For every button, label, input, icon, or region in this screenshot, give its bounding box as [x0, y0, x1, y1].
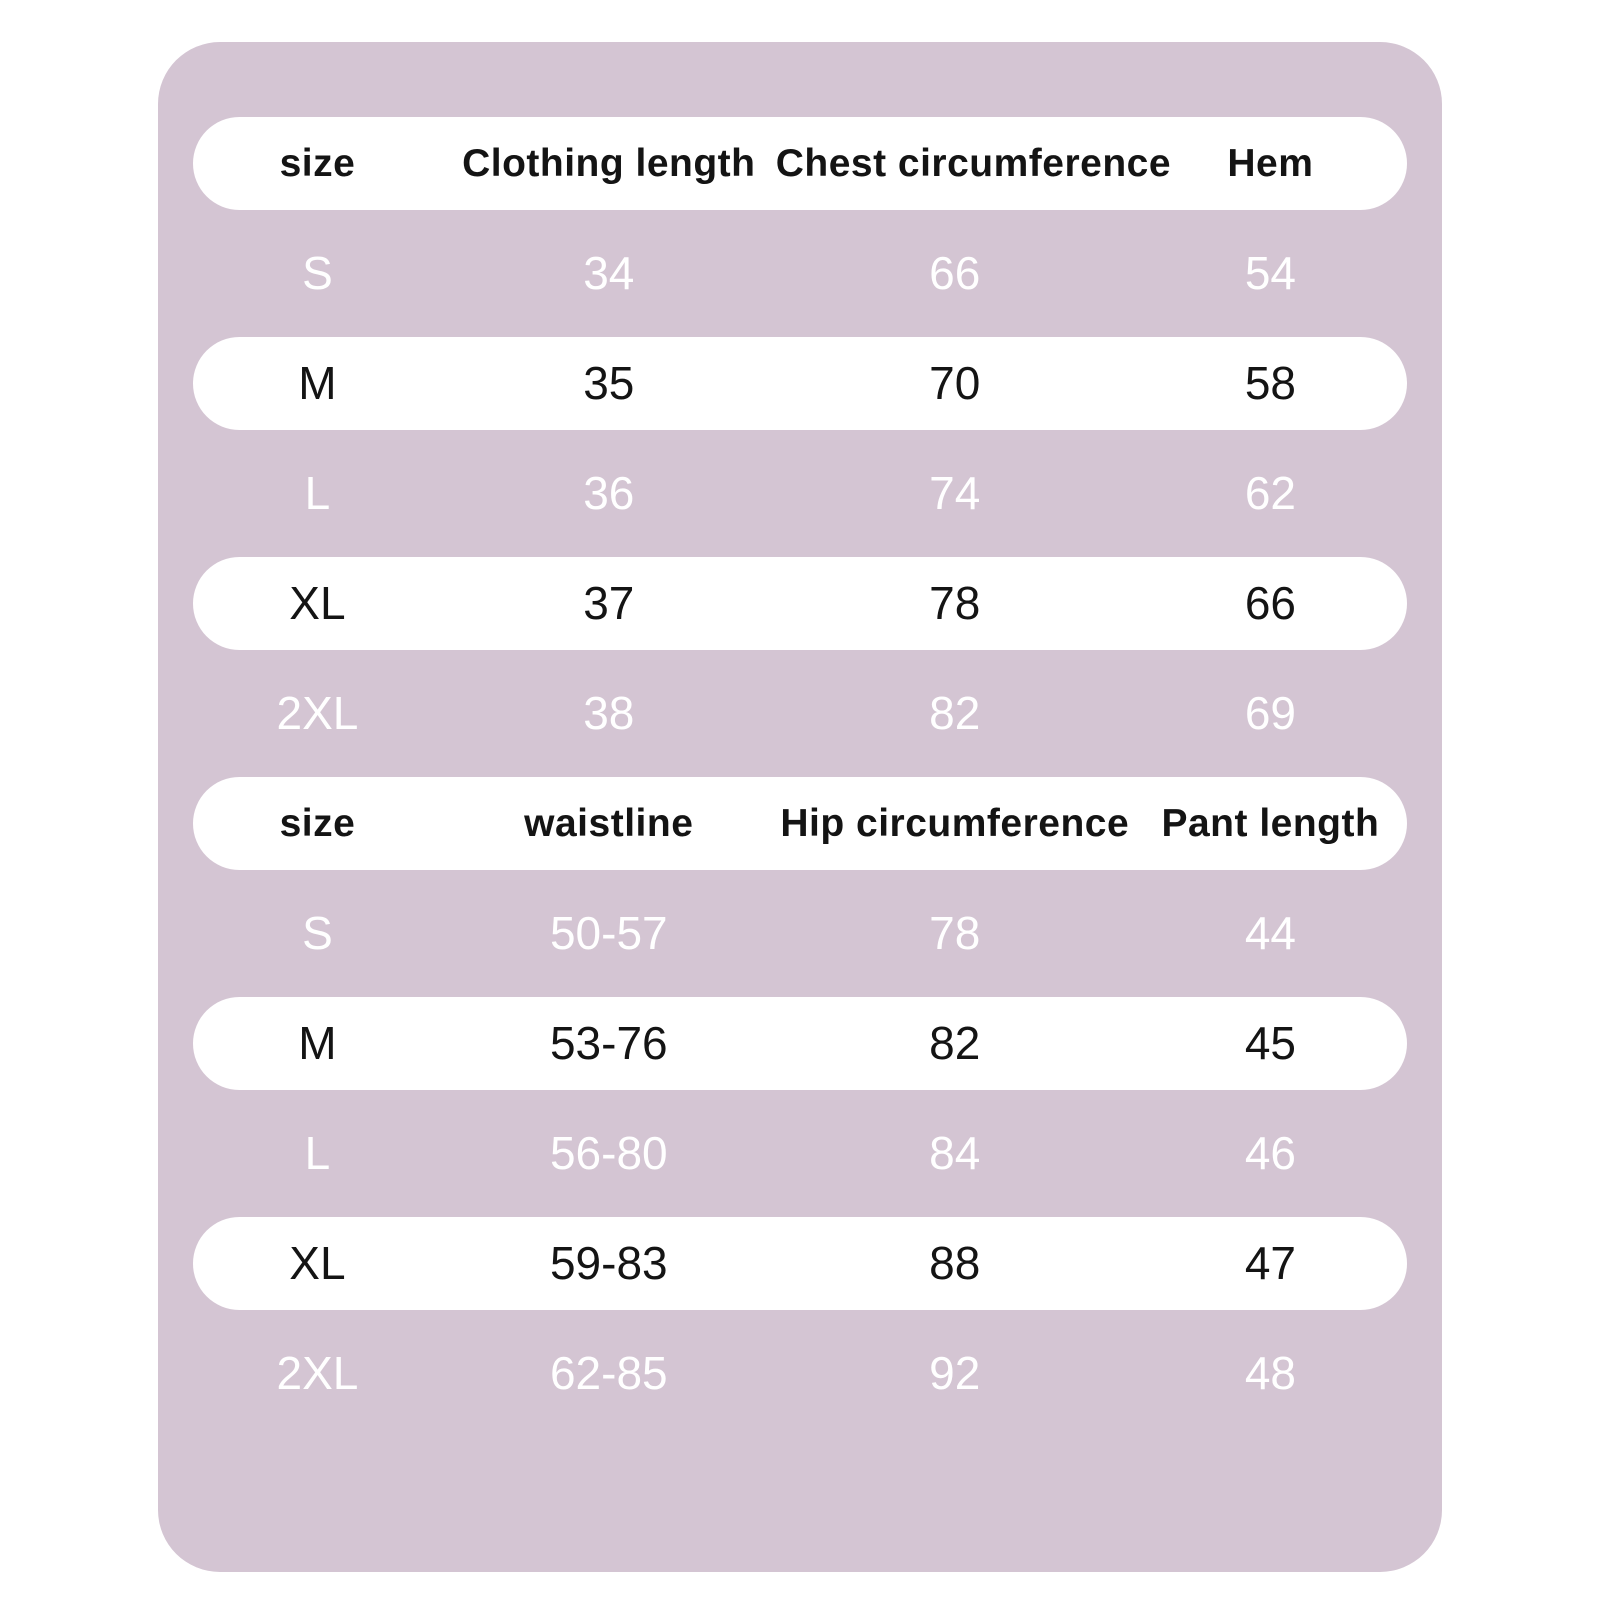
cell-value: 46: [1244, 1127, 1296, 1179]
cell-value: 36: [583, 467, 635, 519]
cell-value: 66: [1244, 577, 1296, 629]
cell-value: 38: [583, 687, 635, 739]
table-row-bottom-l: [193, 1107, 1407, 1200]
header-cell-size: size: [279, 801, 356, 845]
header-cell-chest-circumference: Chest circumference: [775, 141, 1172, 185]
cell-value: 48: [1244, 1347, 1296, 1399]
row-label: XL: [289, 577, 346, 629]
table-row-bottom-m: [193, 997, 1407, 1090]
table-row-top-m: [193, 337, 1407, 430]
cell-value: 82: [929, 687, 981, 739]
cell-value: 69: [1244, 687, 1296, 739]
header-cell-size: size: [279, 141, 356, 185]
row-label: 2XL: [276, 687, 359, 739]
cell-value: 58: [1244, 357, 1296, 409]
cell-value: 44: [1244, 907, 1296, 959]
row-label: XL: [289, 1237, 346, 1289]
bottom-table-header-row: [193, 777, 1407, 870]
cell-value: 47: [1244, 1237, 1296, 1289]
header-cell-clothing-length: Clothing length: [462, 141, 756, 185]
cell-value: 59-83: [549, 1237, 668, 1289]
cell-value: 50-57: [549, 907, 668, 959]
table-row-top-xl: [193, 557, 1407, 650]
table-row-top-l: [193, 447, 1407, 540]
cell-value: 34: [583, 247, 635, 299]
cell-value: 56-80: [549, 1127, 668, 1179]
row-label: 2XL: [276, 1347, 359, 1399]
table-row-top-s: [193, 227, 1407, 320]
top-table-header-row: [193, 117, 1407, 210]
row-label: M: [298, 1017, 337, 1069]
cell-value: 62: [1244, 467, 1296, 519]
row-label: S: [302, 907, 333, 959]
cell-value: 84: [929, 1127, 981, 1179]
row-label: L: [304, 1127, 331, 1179]
table-row-bottom-s: [193, 887, 1407, 980]
table-row-bottom-xl: [193, 1217, 1407, 1310]
cell-value: 37: [583, 577, 635, 629]
cell-value: 78: [929, 907, 981, 959]
cell-value: 35: [583, 357, 635, 409]
cell-value: 88: [929, 1237, 981, 1289]
cell-value: 62-85: [549, 1347, 668, 1399]
row-label: S: [302, 247, 333, 299]
cell-value: 53-76: [549, 1017, 668, 1069]
header-cell-hip-circumference: Hip circumference: [780, 801, 1130, 845]
size-chart-panel: [158, 42, 1442, 1572]
cell-value: 45: [1244, 1017, 1296, 1069]
cell-value: 92: [929, 1347, 981, 1399]
cell-value: 82: [929, 1017, 981, 1069]
row-label: M: [298, 357, 337, 409]
row-label: L: [304, 467, 331, 519]
cell-value: 78: [929, 577, 981, 629]
cell-value: 70: [929, 357, 981, 409]
cell-value: 66: [929, 247, 981, 299]
table-row-bottom-2xl: [193, 1327, 1407, 1420]
cell-value: 74: [929, 467, 981, 519]
cell-value: 54: [1244, 247, 1296, 299]
header-cell-pant-length: Pant length: [1161, 801, 1380, 845]
header-cell-waistline: waistline: [524, 801, 694, 845]
table-row-top-2xl: [193, 667, 1407, 760]
header-cell-hem: Hem: [1227, 141, 1314, 185]
